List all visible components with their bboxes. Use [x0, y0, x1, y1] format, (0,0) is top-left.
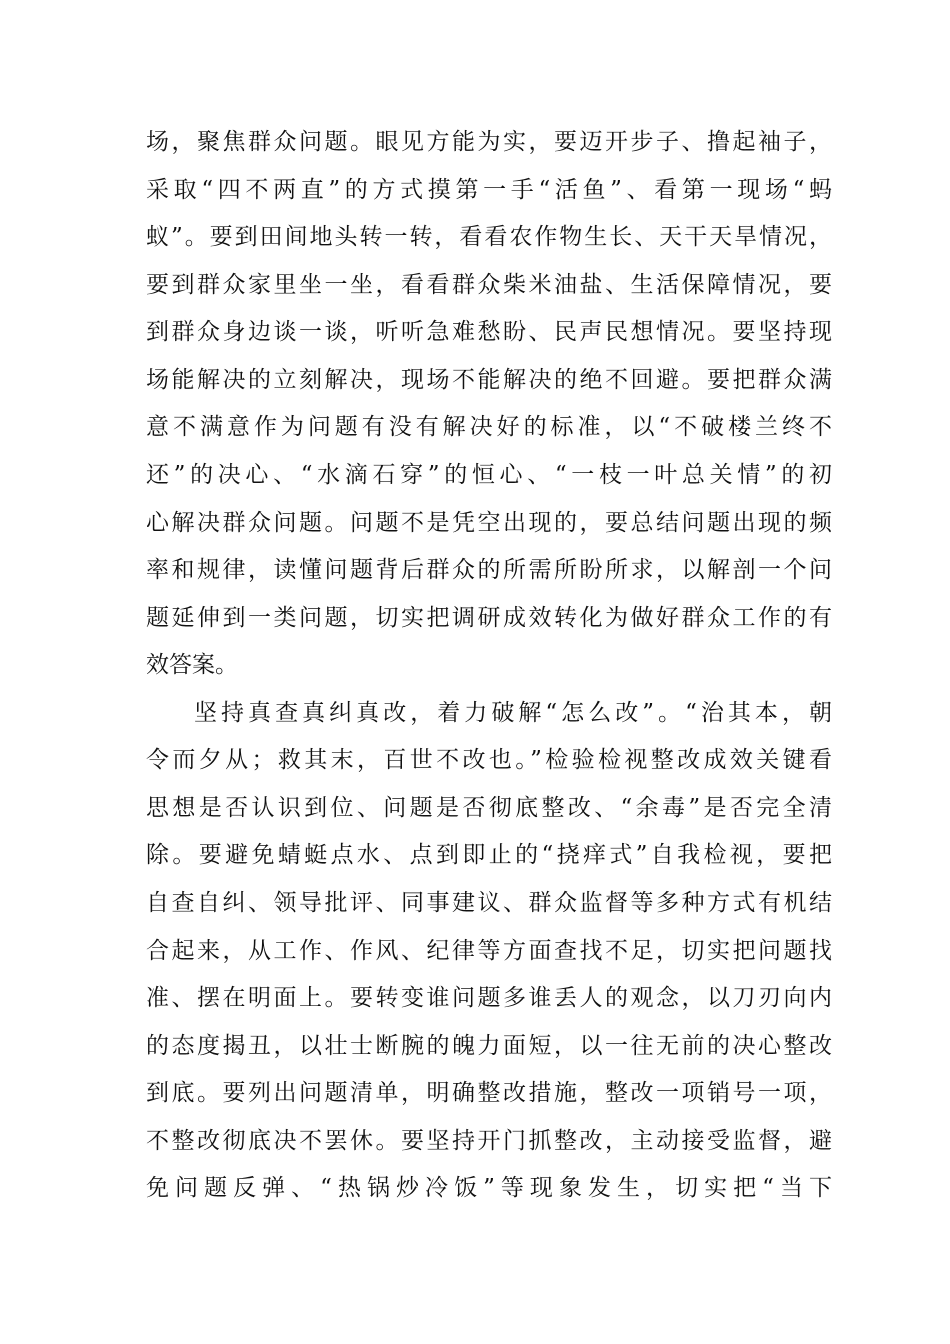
paragraph-1	[146, 119, 832, 690]
text-line: 蚁”。要到田间地头转一转，看看农作物生长、天干天旱情况，	[146, 224, 832, 251]
text-line: 还”的决心、“水滴石穿”的恒心、“一枝一叶总关情”的初	[146, 461, 832, 488]
text-line: 不整改彻底决不罢休。要坚持开门抓整改，主动接受监督，避	[146, 1127, 832, 1154]
text-line: 到群众身边谈一谈，听听急难愁盼、民声民想情况。要坚持现	[146, 319, 832, 346]
text-line: 场，聚焦群众问题。眼见方能为实，要迈开步子、撸起袖子，	[146, 129, 832, 155]
text-line: 到底。要列出问题清单，明确整改措施，整改一项销号一项，	[146, 1080, 832, 1107]
text-line: 准、摆在明面上。要转变谁问题多谁丢人的观念，以刀刃向内	[146, 985, 832, 1012]
text-line: 的态度揭丑，以壮士断腕的魄力面短，以一往无前的决心整改	[146, 1032, 832, 1059]
text-line: 自查自纠、领导批评、同事建议、群众监督等多种方式有机结	[146, 890, 832, 916]
text-line: 意不满意作为问题有没有解决好的标准，以“不破楼兰终不	[146, 414, 832, 441]
text-line: 效答案。	[146, 652, 238, 679]
text-line: 免问题反弹、“热锅炒冷饭”等现象发生，切实把“当下	[146, 1175, 832, 1202]
text-line: 坚持真查真纠真改，着力破解“怎么改”。“治其本，朝	[194, 699, 832, 726]
text-line: 率和规律，读懂问题背后群众的所需所盼所求，以解剖一个问	[146, 557, 832, 584]
text-line: 合起来，从工作、作风、纪律等方面查找不足，切实把问题找	[146, 937, 832, 964]
text-line: 题延伸到一类问题，切实把调研成效转化为做好群众工作的有	[146, 604, 832, 631]
text-line: 心解决群众问题。问题不是凭空出现的，要总结问题出现的频	[146, 509, 832, 536]
paragraph-2	[146, 690, 832, 1213]
document-page	[146, 119, 832, 1213]
text-line: 思想是否认识到位、问题是否彻底整改、“余毒”是否完全清	[146, 794, 832, 821]
text-line: 令而夕从；救其末，百世不改也。”检验检视整改成效关键看	[146, 747, 832, 774]
text-line: 采取“四不两直”的方式摸第一手“活鱼”、看第一现场“蚂	[146, 176, 832, 203]
text-line: 要到群众家里坐一坐，看看群众柴米油盐、生活保障情况，要	[146, 271, 832, 298]
text-line: 场能解决的立刻解决，现场不能解决的绝不回避。要把群众满	[146, 366, 832, 393]
text-line: 除。要避免蜻蜓点水、点到即止的“挠痒式”自我检视，要把	[146, 842, 832, 869]
